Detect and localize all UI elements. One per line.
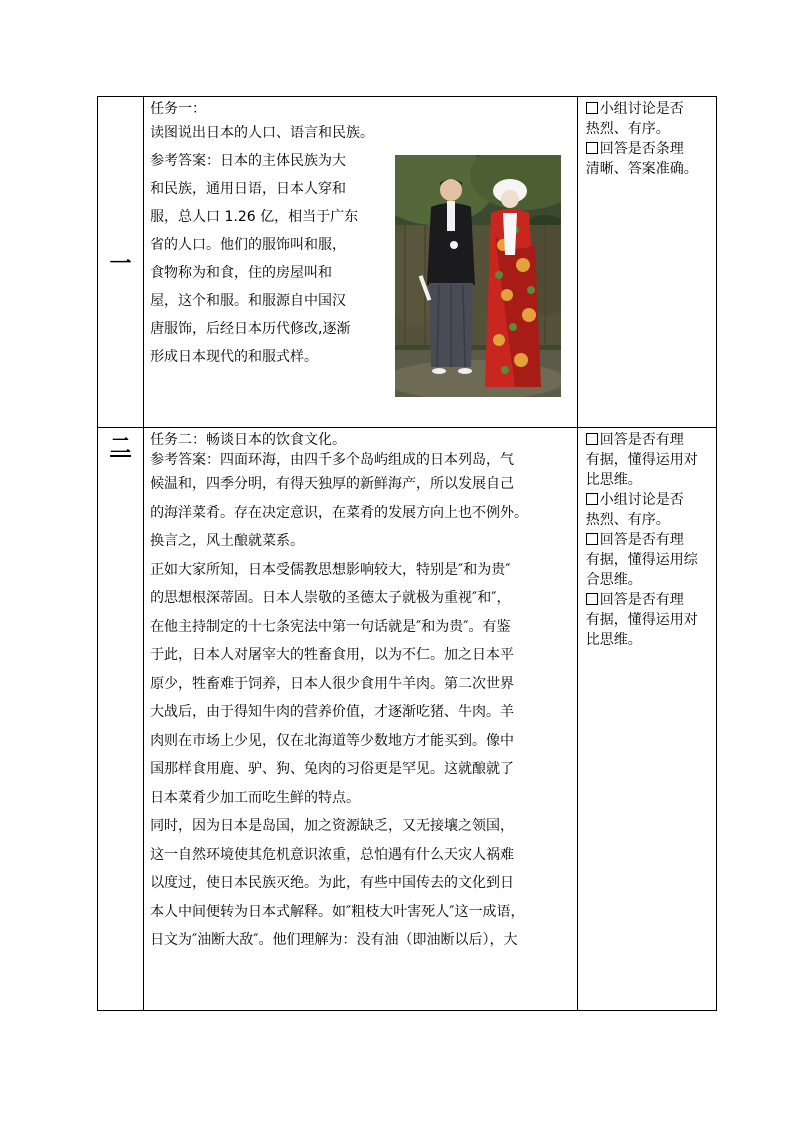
check-item: 回答是否有理 <box>586 530 714 550</box>
check-item: 回答是否有理 <box>586 590 714 610</box>
answer-line: 的思想根深蒂固。日本人崇敬的圣德太子就极为重视″和″， <box>150 590 511 606</box>
answer-line: 同时，因为日本是岛国，加之资源缺乏，又无接壤之领国， <box>150 818 515 834</box>
evaluation-column <box>577 97 716 428</box>
answer-line: 原少，牲畜难于饲养，日本人很少食用牛羊肉。第二次世界 <box>150 675 515 692</box>
answer-text <box>150 147 358 371</box>
checkbox-icon[interactable] <box>586 142 598 154</box>
answer-line: 日文为″油断大敌″。他们理解为：没有油（即油断以后），大 <box>150 932 518 948</box>
checkbox-icon[interactable] <box>586 493 598 505</box>
check-item-cont: 合思维。 <box>585 572 642 588</box>
task-title: 任务一： <box>150 101 207 117</box>
lesson-table <box>97 96 717 1011</box>
answer-line: 和民族，通用日语，日本人穿和 <box>150 181 347 197</box>
check-item-cont: 有据，懂得运用对 <box>585 612 698 628</box>
check-item-cont: 清晰、答案准确。 <box>585 161 698 177</box>
answer-line: 大战后，由于得知牛肉的营养价值，才逐渐吃猪、牛肉。羊 <box>150 704 515 720</box>
check-item: 小组讨论是否 <box>586 99 714 119</box>
row-number: 一 <box>98 97 144 428</box>
answer-line: 的海洋菜肴。存在决定意识，在菜肴的发展方向上也不例外。 <box>150 504 529 521</box>
answer-line: 候温和，四季分明，有得天独厚的新鲜海产，所以发展自己 <box>150 476 515 492</box>
answer-line: 正如大家所知，日本受儒教思想影响较大，特别是″和为贵″ <box>150 561 511 578</box>
answer-line: 唐服饰，后经日本历代修改,逐渐 <box>150 321 351 337</box>
answer-line: 省的人口。他们的服饰叫和服， <box>150 237 347 253</box>
table-row <box>98 97 717 428</box>
check-item-cont: 热烈、有序。 <box>585 512 670 528</box>
check-item-cont: 有据，懂得运用综 <box>585 552 698 568</box>
answer-line: 在他主持制定的十七条宪法中第一句话就是″和为贵″。有鉴 <box>150 618 511 635</box>
answer-line: 食物称为和食，住的房屋叫和 <box>150 265 333 281</box>
answer-line: 换言之，风土酿就菜系。 <box>150 533 305 549</box>
checkbox-icon[interactable] <box>586 102 598 114</box>
answer-line: 本人中间便转为日本式解释。如″粗枝大叶害死人″这一成语， <box>150 903 525 920</box>
answer-line: 参考答案：四面环海，由四千多个岛屿组成的日本列岛，气 <box>150 452 515 468</box>
check-item: 回答是否条理 <box>586 139 714 159</box>
check-item-cont: 有据，懂得运用对 <box>585 452 698 468</box>
answer-line: 以度过，使日本民族灭绝。为此，有些中国传去的文化到日 <box>150 875 515 891</box>
answer-line: 这一自然环境使其危机意识浓重，总怕遇有什么天灾人祸难 <box>150 846 515 863</box>
check-item-cont: 比思维。 <box>585 472 642 488</box>
row-number: 二 <box>98 428 144 1011</box>
wedding-couple-photo <box>395 155 561 397</box>
checkbox-icon[interactable] <box>586 433 598 445</box>
answer-line: 形成日本现代的和服式样。 <box>150 349 319 365</box>
answer-line: 参考答案：日本的主体民族为大 <box>150 153 347 169</box>
answer-line: 日本菜肴少加工而吃生鲜的特点。 <box>150 789 361 806</box>
task-title: 任务二：畅谈日本的饮食文化。 <box>150 432 347 448</box>
answer-line: 国那样食用鹿、驴、狗、兔肉的习俗更是罕见。这就酿就了 <box>150 761 515 777</box>
check-item: 小组讨论是否 <box>586 490 714 510</box>
evaluation-column <box>577 428 716 1011</box>
table-row <box>98 428 717 1011</box>
checkbox-icon[interactable] <box>586 593 598 605</box>
task-question: 读图说出日本的人口、语言和民族。 <box>150 125 375 141</box>
check-item: 回答是否有理 <box>586 430 714 450</box>
check-item-cont: 热烈、有序。 <box>585 121 670 137</box>
answer-line: 服，总人口 1.26 亿，相当于广东 <box>150 209 359 225</box>
answer-line: 肉则在市场上少见，仅在北海道等少数地方才能买到。像中 <box>150 732 515 749</box>
checkbox-icon[interactable] <box>586 533 598 545</box>
task-content <box>144 97 578 428</box>
check-item-cont: 比思维。 <box>585 632 642 648</box>
answer-line: 屋，这个和服。和服源自中国汉 <box>150 293 347 309</box>
answer-line: 于此，日本人对屠宰大的牲畜食用，以为不仁。加之日本平 <box>150 647 515 663</box>
task-content <box>144 428 578 1011</box>
